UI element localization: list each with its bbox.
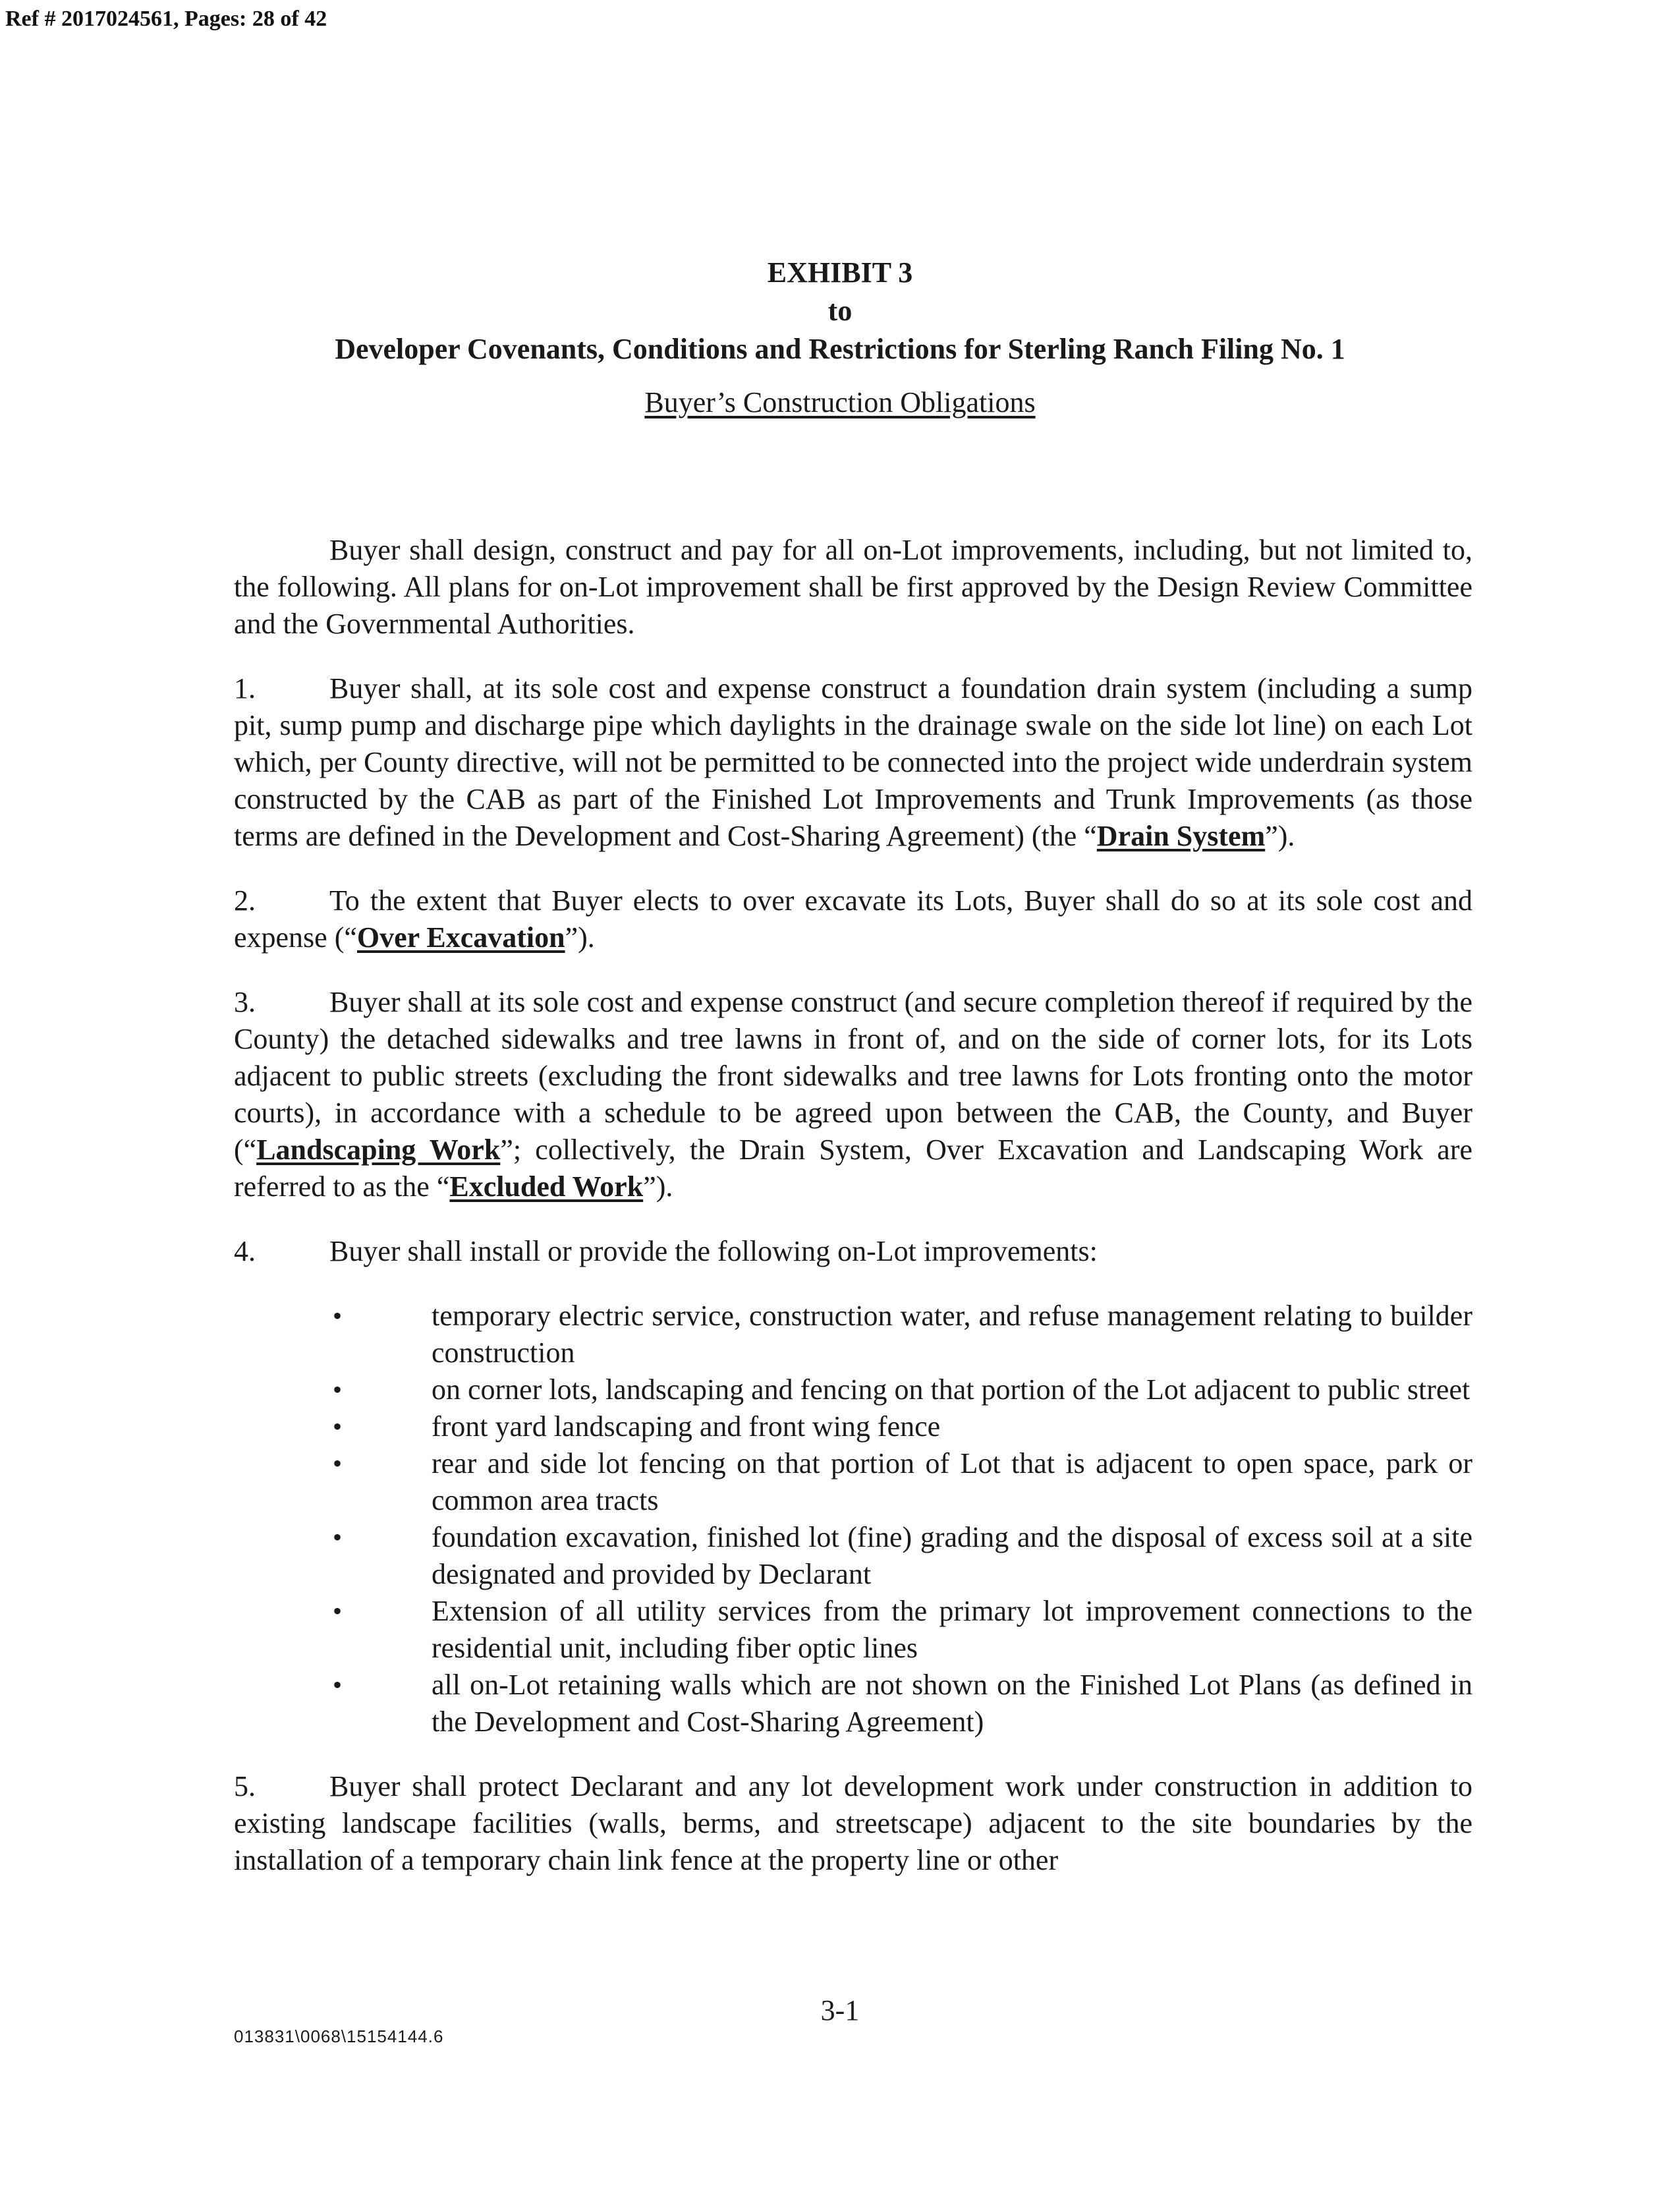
list-item: • foundation excavation, finished lot (fine) grading and the disposal of excess soil at a site designated and provided by Declarant [234,1519,1472,1593]
document-id: 013831\0068\15154144.6 [234,2026,444,2046]
exhibit-to: to [827,295,853,327]
list-item: • temporary electric service, construction water, and refuse management relating to builder construction [234,1298,1472,1371]
paragraph-number: 3. [234,986,256,1018]
bullet-icon: • [333,1670,343,1700]
paragraph-number: 5. [234,1770,256,1802]
bullet-icon: • [333,1412,343,1441]
section-subtitle: Buyer’s Construction Obligations [644,386,1036,418]
improvements-list [234,1298,1472,1740]
exhibit-title: EXHIBIT 3 [767,256,913,289]
paragraph-number: 2. [234,884,256,917]
bullet-icon: • [333,1375,343,1404]
bullet-icon: • [333,1301,343,1331]
defined-term: Landscaping Work [256,1134,501,1166]
paragraph-5: 5. Buyer shall protect Declarant and any lot development work under construction in addition to existing landscape facilities (walls, berms, and streetscape) adjacent to the site boundaries by the installation of a temporary chain link fence at the property line or other [234,1768,1472,1879]
list-item: • on corner lots, landscaping and fencing on that portion of the Lot adjacent to public street [234,1371,1472,1408]
paragraph-4: 4. Buyer shall install or provide the following on-Lot improvements: [234,1233,1472,1270]
defined-term: Drain System [1096,820,1266,852]
defined-term: Excluded Work [449,1170,644,1203]
paragraph-2: 2. To the extent that Buyer elects to over excavate its Lots, Buyer shall do so at its sole cost and expense (“Over Excavation”). [234,882,1472,956]
bullet-icon: • [333,1596,343,1626]
list-item: • front yard landscaping and front wing fence [234,1408,1472,1445]
list-item: • rear and side lot fencing on that portion of Lot that is adjacent to open space, park or common area tracts [234,1445,1472,1519]
reference-header: Ref # 2017024561, Pages: 28 of 42 [5,7,327,31]
document-body [234,532,1472,1907]
title-block [0,254,1680,419]
defined-term: Over Excavation [356,921,565,954]
paragraph-1: 1. Buyer shall, at its sole cost and expense construct a foundation drain system (including a sump pit, sump pump and discharge pipe which daylights in the drainage swale on the side lot line) on each Lot which, per County directive, will not be permitted to be connected into the project wide underdrain system constructed by the CAB as part of the Finished Lot Improvements and Trunk Improvements (as those terms are defined in the Development and Cost-Sharing Agreement) (the “Drain System”). [234,670,1472,855]
paragraph-number: 1. [234,672,256,704]
paragraph-number: 4. [234,1235,256,1267]
document-title: Developer Covenants, Conditions and Restrictions for Sterling Ranch Filing No. 1 [335,333,1345,365]
paragraph-3: 3. Buyer shall at its sole cost and expense construct (and secure completion thereof if required by the County) the detached sidewalks and tree lawns in front of, and on the side of corner lots, for its Lots adjacent to public streets (excluding the front sidewalks and tree lawns for Lots fronting onto the motor courts), in accordance with a schedule to be agreed upon between the CAB, the County, and Buyer (“Landscaping Work”; collectively, the Drain System, Over Excavation and Landscaping Work are referred to as the “Excluded Work”). [234,984,1472,1205]
bullet-icon: • [333,1522,343,1552]
list-item: • Extension of all utility services from the primary lot improvement connections to the residential unit, including fiber optic lines [234,1593,1472,1667]
intro-paragraph: Buyer shall design, construct and pay for all on-Lot improvements, including, but not limited to, the following. All plans for on-Lot improvement shall be first approved by the Design Review Committee and the Governmental Authorities. [234,534,1472,640]
bullet-icon: • [333,1449,343,1478]
page-number: 3-1 [820,1994,860,2026]
list-item: • all on-Lot retaining walls which are not shown on the Finished Lot Plans (as defined in the Development and Cost-Sharing Agreement) [234,1667,1472,1740]
